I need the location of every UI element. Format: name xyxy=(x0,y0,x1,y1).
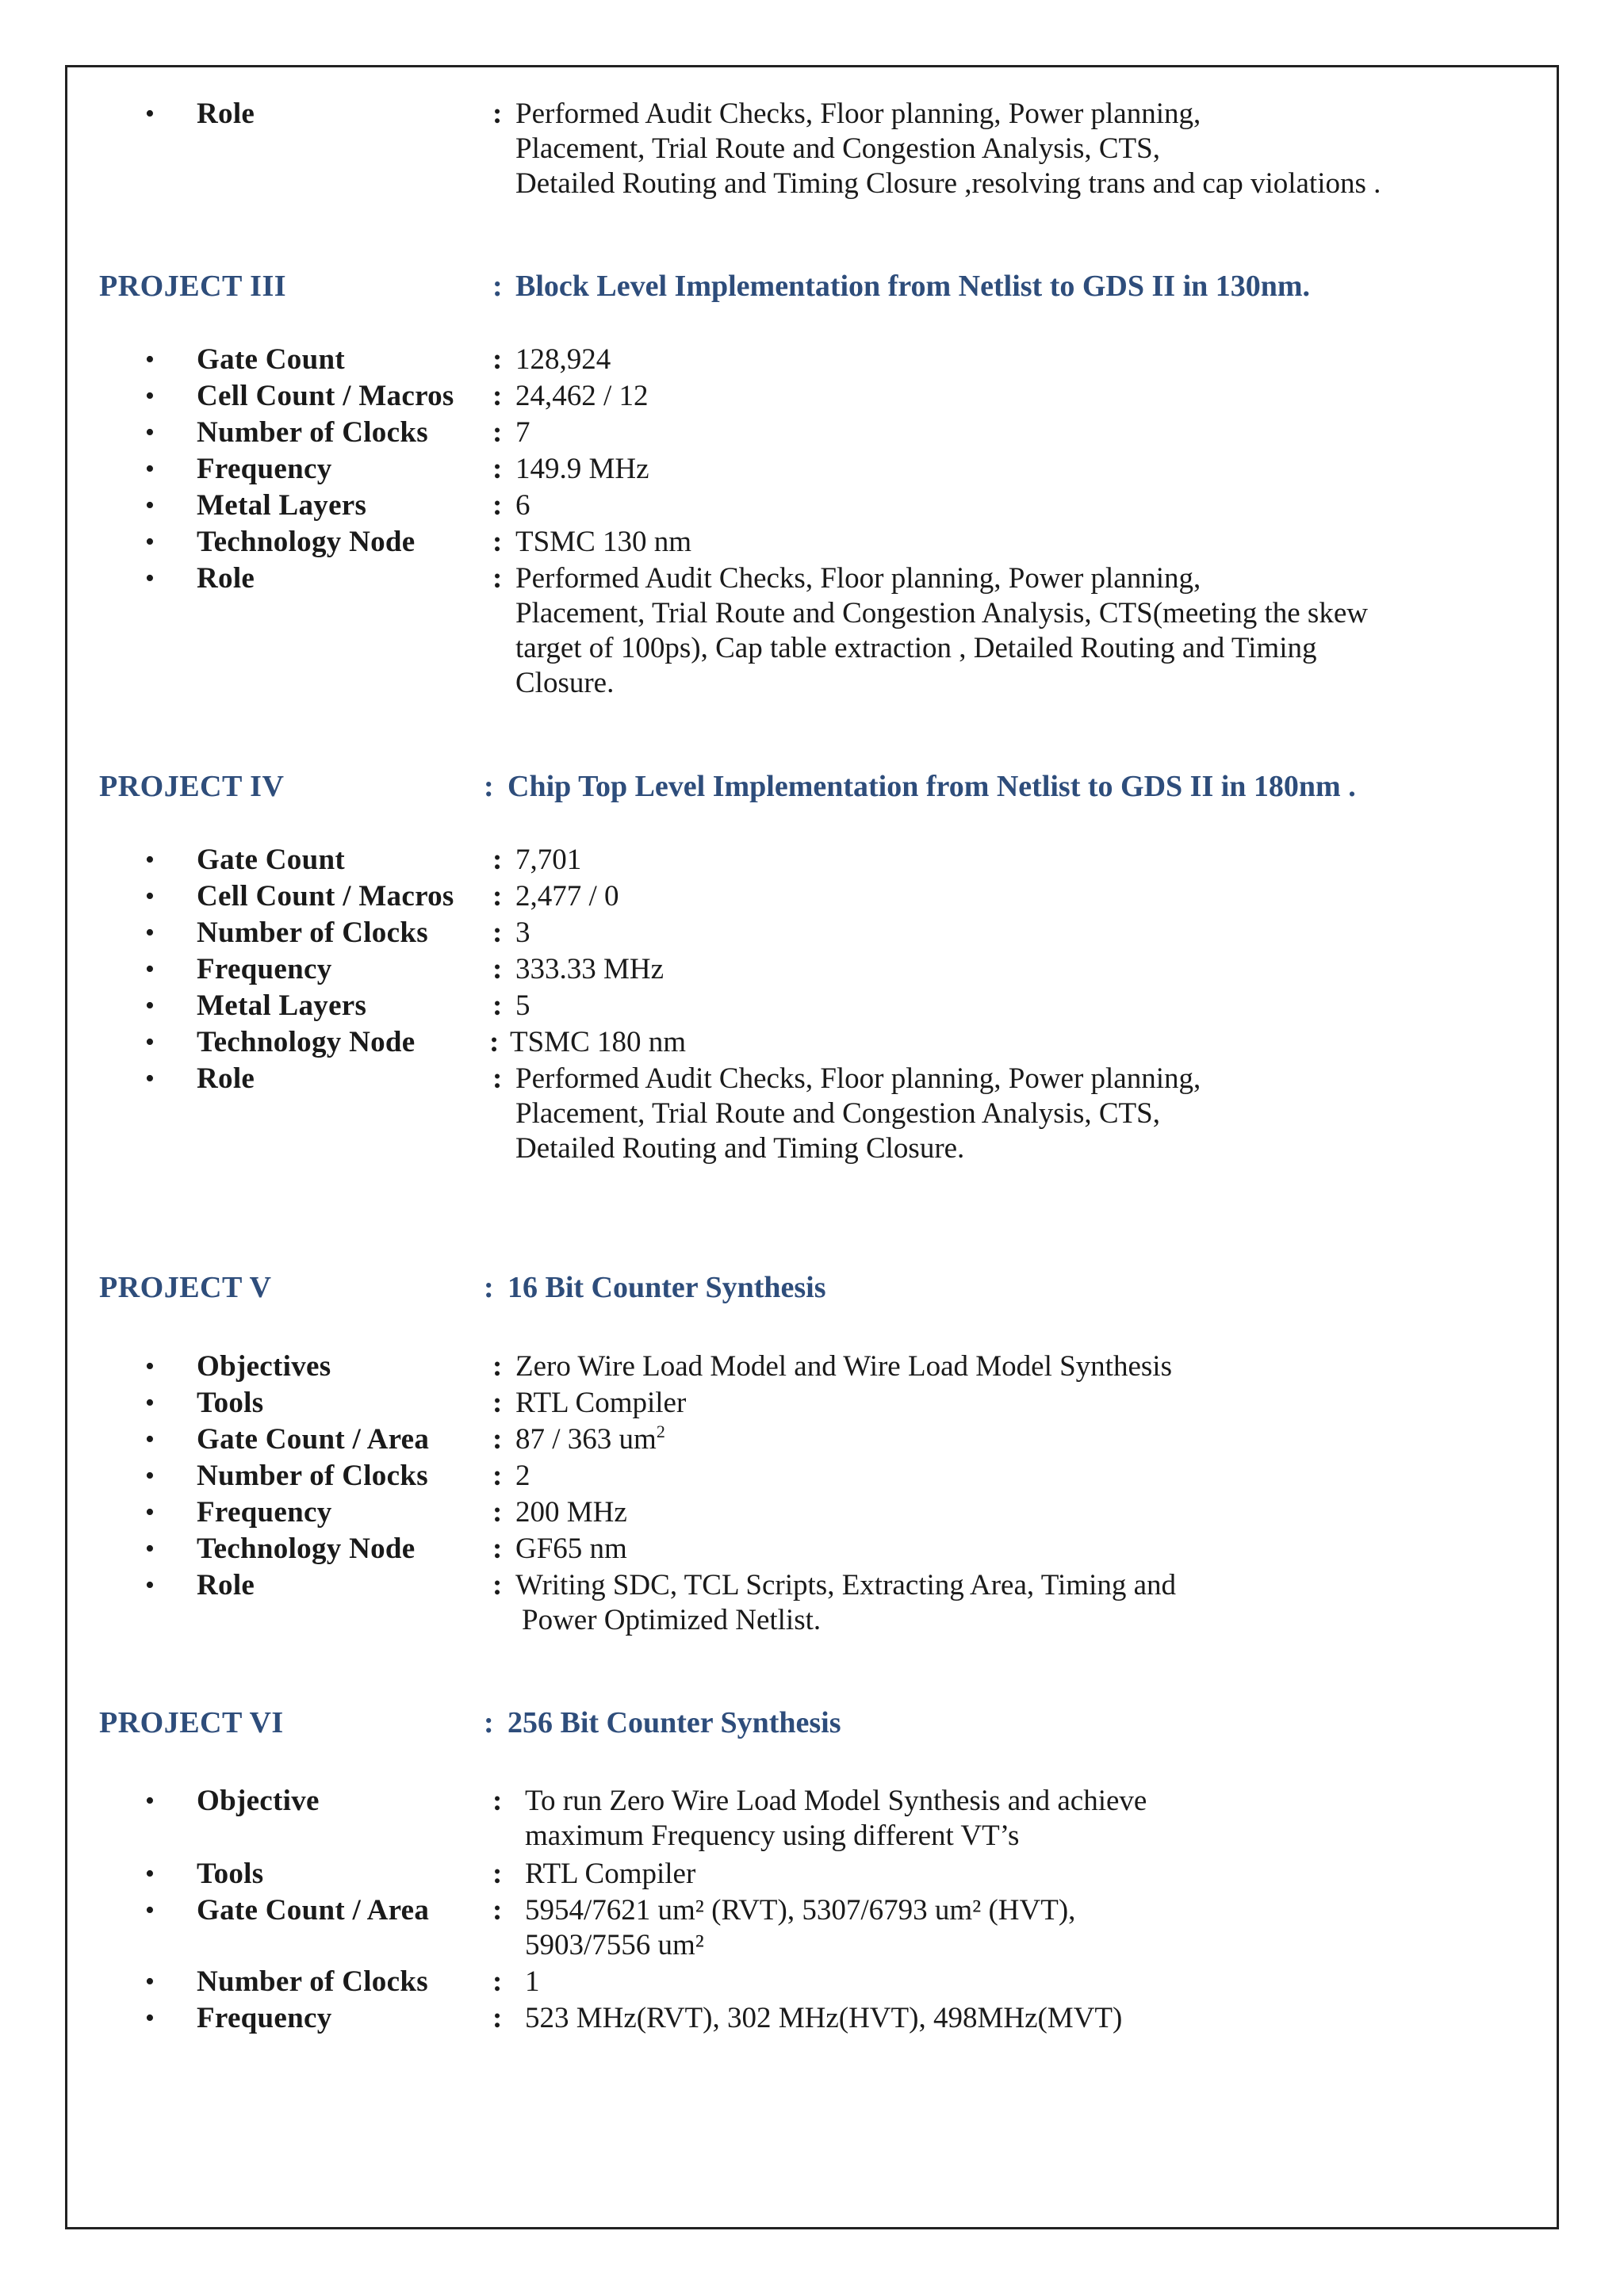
item-value: 128,924 xyxy=(515,343,611,376)
colon: : xyxy=(492,1460,503,1492)
colon: : xyxy=(489,1026,500,1058)
bullet: • xyxy=(145,955,155,984)
item-value: 7 xyxy=(515,416,530,449)
colon: : xyxy=(492,453,503,485)
item-label: Gate Count xyxy=(197,343,345,376)
item-value: 1 xyxy=(525,1965,540,1998)
item-value xyxy=(515,1422,1427,1457)
project-description: 256 Bit Counter Synthesis xyxy=(508,1706,841,1739)
item-label: Number of Clocks xyxy=(197,1460,428,1492)
item-label: Technology Node xyxy=(197,526,416,558)
item-label: Frequency xyxy=(197,953,332,985)
bullet: • xyxy=(145,1859,155,1888)
bullet: • xyxy=(145,918,155,947)
item-value: 2,477 / 0 xyxy=(515,880,619,913)
value-line: Performed Audit Checks, Floor planning, Power planning, xyxy=(515,562,1201,595)
top-role-value xyxy=(515,97,1427,201)
bullet: • xyxy=(145,527,155,557)
item-label: Metal Layers xyxy=(197,989,367,1022)
item-label: Gate Count / Area xyxy=(197,1894,430,1927)
item-value xyxy=(515,1062,1427,1166)
item-value xyxy=(525,1784,1437,1854)
colon: : xyxy=(492,1965,503,1998)
item-label: Number of Clocks xyxy=(197,1965,428,1998)
project-title: PROJECT IV xyxy=(99,770,285,803)
colon: : xyxy=(484,770,494,803)
value-line: Power Optimized Netlist. xyxy=(522,1604,822,1636)
item-value: 7,701 xyxy=(515,844,582,876)
bullet: • xyxy=(145,1896,155,1925)
item-label: Gate Count / Area xyxy=(197,1423,430,1456)
bullet: • xyxy=(145,1064,155,1093)
colon: : xyxy=(492,416,503,449)
item-value xyxy=(515,1568,1427,1638)
item-label: Technology Node xyxy=(197,1533,416,1565)
colon: : xyxy=(492,98,503,130)
colon: : xyxy=(492,526,503,558)
colon: : xyxy=(492,989,503,1022)
colon: : xyxy=(492,1785,503,1817)
item-label: Metal Layers xyxy=(197,489,367,522)
item-label: Number of Clocks xyxy=(197,916,428,949)
colon: : xyxy=(492,1569,503,1601)
item-value: RTL Compiler xyxy=(525,1858,696,1890)
item-label: Frequency xyxy=(197,2002,332,2034)
bullet: • xyxy=(145,882,155,911)
colon: : xyxy=(492,1858,503,1890)
bullet: • xyxy=(145,845,155,874)
bullet: • xyxy=(145,491,155,520)
colon: : xyxy=(492,1387,503,1419)
bullet: • xyxy=(145,991,155,1020)
value-line: Placement, Trial Route and Congestion Analysis, CTS(meeting the skew xyxy=(515,597,1368,629)
item-value: 24,462 / 12 xyxy=(515,380,649,412)
role-label: Role xyxy=(197,98,255,130)
item-label: Frequency xyxy=(197,1496,332,1529)
area-text: 87 / 363 um xyxy=(515,1423,657,1456)
item-value: TSMC 180 nm xyxy=(510,1026,687,1058)
value-line: To run Zero Wire Load Model Synthesis and achieve xyxy=(525,1785,1147,1817)
item-value: RTL Compiler xyxy=(515,1387,687,1419)
colon: : xyxy=(492,916,503,949)
value-line: 5903/7556 um² xyxy=(525,1929,704,1961)
item-value: 333.33 MHz xyxy=(515,953,665,985)
bullet: • xyxy=(145,99,155,128)
bullet: • xyxy=(145,1967,155,1996)
item-label: Technology Node xyxy=(197,1026,416,1058)
colon: : xyxy=(492,1894,503,1927)
item-label: Role xyxy=(197,562,255,595)
bullet: • xyxy=(145,345,155,374)
project-description: 16 Bit Counter Synthesis xyxy=(508,1271,826,1304)
project-description: Block Level Implementation from Netlist to GDS II in 130nm. xyxy=(515,270,1311,303)
value-line: Placement, Trial Route and Congestion Analysis, CTS, xyxy=(515,1097,1160,1130)
colon: : xyxy=(492,489,503,522)
item-value: TSMC 130 nm xyxy=(515,526,692,558)
item-label: Gate Count xyxy=(197,844,345,876)
item-label: Tools xyxy=(197,1858,264,1890)
bullet: • xyxy=(145,1352,155,1381)
value-line: Performed Audit Checks, Floor planning, Power planning, xyxy=(515,1062,1201,1095)
colon: : xyxy=(492,2002,503,2034)
item-label: Role xyxy=(197,1062,255,1095)
bullet: • xyxy=(145,1425,155,1454)
colon: : xyxy=(484,1706,494,1739)
value-line: Performed Audit Checks, Floor planning, Power planning, xyxy=(515,98,1201,130)
colon: : xyxy=(492,562,503,595)
superscript: 2 xyxy=(656,1422,665,1441)
value-line: 5954/7621 um² (RVT), 5307/6793 um² (HVT), xyxy=(525,1894,1076,1927)
item-label: Objective xyxy=(197,1785,320,1817)
colon: : xyxy=(492,343,503,376)
item-value: 200 MHz xyxy=(515,1496,627,1529)
colon: : xyxy=(492,953,503,985)
colon: : xyxy=(484,1271,494,1304)
colon: : xyxy=(492,844,503,876)
item-label: Cell Count / Macros xyxy=(197,880,454,913)
item-value xyxy=(525,1893,1437,1963)
item-label: Cell Count / Macros xyxy=(197,380,454,412)
item-value: 3 xyxy=(515,916,530,949)
item-label: Frequency xyxy=(197,453,332,485)
bullet: • xyxy=(145,1461,155,1490)
bullet: • xyxy=(145,1571,155,1600)
value-line: Closure. xyxy=(515,667,615,699)
item-label: Role xyxy=(197,1569,255,1601)
item-label: Objectives xyxy=(197,1350,331,1383)
item-value: 2 xyxy=(515,1460,530,1492)
item-value: 149.9 MHz xyxy=(515,453,649,485)
item-value: 6 xyxy=(515,489,530,522)
value-line: Detailed Routing and Timing Closure ,resolving trans and cap violations . xyxy=(515,167,1381,200)
bullet: • xyxy=(145,1498,155,1527)
value-line: Writing SDC, TCL Scripts, Extracting Area, Timing and xyxy=(515,1569,1177,1601)
bullet: • xyxy=(145,418,155,447)
item-value xyxy=(515,561,1427,701)
bullet: • xyxy=(145,2003,155,2033)
item-label: Number of Clocks xyxy=(197,416,428,449)
value-line: Placement, Trial Route and Congestion Analysis, CTS, xyxy=(515,132,1160,165)
colon: : xyxy=(492,1423,503,1456)
colon: : xyxy=(492,380,503,412)
project-title: PROJECT III xyxy=(99,270,287,303)
bullet: • xyxy=(145,454,155,484)
colon: : xyxy=(492,1062,503,1095)
bullet: • xyxy=(145,564,155,593)
value-line: maximum Frequency using different VT’s xyxy=(525,1820,1020,1852)
bullet: • xyxy=(145,1786,155,1816)
colon: : xyxy=(492,1496,503,1529)
bullet: • xyxy=(145,1534,155,1563)
value-line: target of 100ps), Cap table extraction , Detailed Routing and Timing xyxy=(515,632,1317,664)
bullet: • xyxy=(145,1027,155,1057)
item-value: 5 xyxy=(515,989,530,1022)
project-title: PROJECT V xyxy=(99,1271,272,1304)
item-value: 523 MHz(RVT), 302 MHz(HVT), 498MHz(MVT) xyxy=(525,2002,1123,2034)
value-line: Detailed Routing and Timing Closure. xyxy=(515,1132,965,1165)
colon: : xyxy=(492,270,503,303)
item-label: Tools xyxy=(197,1387,264,1419)
project-description: Chip Top Level Implementation from Netlist to GDS II in 180nm . xyxy=(508,770,1356,803)
item-value: Zero Wire Load Model and Wire Load Model Synthesis xyxy=(515,1350,1172,1383)
colon: : xyxy=(492,1533,503,1565)
bullet: • xyxy=(145,1388,155,1418)
colon: : xyxy=(492,880,503,913)
project-title: PROJECT VI xyxy=(99,1706,284,1739)
colon: : xyxy=(492,1350,503,1383)
item-value: GF65 nm xyxy=(515,1533,627,1565)
bullet: • xyxy=(145,381,155,411)
